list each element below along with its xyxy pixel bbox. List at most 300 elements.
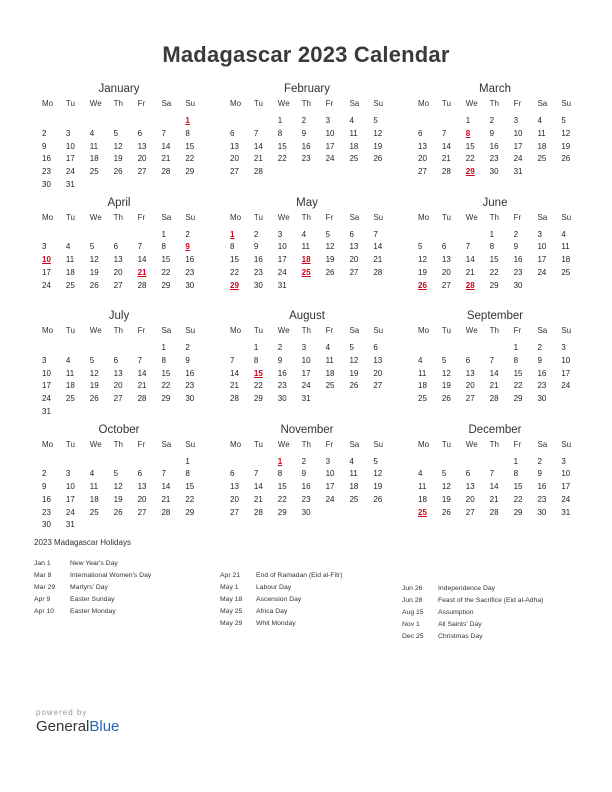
day-cell: 4 [325, 343, 331, 352]
empty-day-cell [270, 166, 294, 179]
empty-day-cell [130, 406, 154, 419]
empty-day-cell [458, 456, 482, 469]
day-cell: 26 [349, 381, 359, 391]
day-cell: 24 [325, 154, 335, 164]
day-cell: 14 [489, 482, 499, 492]
day-cell: 28 [253, 507, 263, 517]
weekday-header: We [277, 439, 290, 449]
holiday-name: Africa Day [256, 608, 288, 615]
day-cell: 2 [301, 116, 307, 125]
day-cell: 9 [301, 469, 307, 479]
week-row [410, 115, 580, 128]
empty-day-cell [153, 115, 177, 128]
empty-day-cell [410, 115, 434, 128]
page-title: Madagascar 2023 Calendar [162, 42, 450, 67]
day-cell: 31 [561, 507, 571, 517]
day-cell: 20 [137, 154, 147, 164]
day-cell: 12 [349, 355, 359, 365]
empty-day-cell [130, 229, 154, 242]
weekday-header: We [277, 212, 290, 222]
day-cell: 7 [465, 242, 471, 252]
day-cell: 10 [42, 368, 51, 378]
day-cell: 9 [277, 355, 283, 365]
weekday-header: We [465, 326, 478, 335]
day-cell: 9 [185, 355, 190, 365]
day-cell: 30 [277, 394, 287, 404]
month-name: April [107, 196, 131, 209]
week-row [410, 141, 580, 154]
weekday-header: We [465, 212, 478, 222]
weekday-header: Fr [137, 99, 146, 108]
day-cell: 16 [537, 482, 547, 492]
day-cell: 10 [301, 355, 311, 365]
day-cell: 30 [185, 280, 195, 290]
day-cell: 3 [513, 116, 519, 125]
weekday-header: We [89, 439, 102, 449]
holiday-item [402, 595, 543, 607]
day-cell: 1 [161, 343, 166, 352]
day-cell: 29 [185, 507, 195, 517]
weekday-header: Tu [441, 326, 451, 335]
day-cell: 12 [441, 482, 451, 492]
month-january [34, 82, 204, 196]
calendar-grid [34, 82, 580, 536]
empty-day-cell [529, 166, 553, 179]
weekday-header: Su [561, 439, 572, 449]
month-name: May [296, 196, 318, 209]
day-cell: 3 [325, 456, 331, 466]
day-cell: 13 [418, 141, 427, 151]
empty-day-cell [153, 179, 177, 192]
day-cell: 30 [185, 394, 195, 404]
weekday-header: Th [489, 439, 500, 449]
day-cell: 14 [373, 242, 383, 252]
day-cell: 24 [537, 267, 547, 277]
weekday-header: Mo [230, 99, 242, 108]
week-row [410, 368, 580, 381]
empty-day-cell [458, 342, 482, 355]
day-cell: 15 [185, 141, 195, 151]
day-cell: 28 [441, 167, 451, 177]
empty-day-cell [82, 179, 106, 192]
holiday-item [220, 570, 343, 582]
day-cell: 4 [349, 456, 354, 466]
day-cell: 5 [325, 229, 331, 239]
day-cell: 25 [65, 394, 75, 404]
day-cell: 8 [185, 469, 190, 479]
day-cell: 22 [277, 154, 287, 164]
day-cell: 11 [349, 469, 358, 479]
holiday-name: Martyrs' Day [70, 584, 108, 591]
day-cell: 4 [65, 355, 71, 365]
day-cell: 22 [161, 381, 171, 391]
day-cell: 8 [230, 242, 235, 252]
day-cell: 1 [161, 229, 166, 239]
day-cell: 24 [277, 267, 287, 277]
day-cell: 2 [42, 128, 47, 138]
day-cell: 3 [561, 456, 566, 466]
day-cell: 22 [185, 154, 195, 164]
day-cell: 14 [253, 482, 263, 492]
empty-day-cell [58, 229, 82, 242]
weekday-header: Su [373, 326, 384, 335]
day-cell: 25 [561, 267, 571, 277]
month-name: January [98, 83, 140, 95]
day-cell: 13 [441, 255, 451, 265]
empty-day-cell [58, 342, 82, 355]
holiday-item [220, 594, 343, 606]
day-cell: 5 [441, 469, 447, 479]
day-cell: 16 [185, 368, 195, 378]
day-cell: 19 [89, 381, 99, 391]
weekday-header-row [410, 97, 580, 111]
day-cell: 22 [185, 494, 195, 504]
week-row [410, 280, 580, 293]
day-cell: 16 [42, 154, 51, 164]
day-cell: 12 [113, 141, 123, 151]
day-cell: 22 [253, 381, 263, 391]
holiday-date: May 18 [220, 596, 243, 603]
empty-day-cell [553, 166, 577, 179]
day-cell: 27 [465, 394, 475, 404]
day-cell: 22 [277, 494, 287, 504]
day-cell: 23 [42, 507, 51, 517]
day-cell: 28 [137, 394, 147, 404]
empty-day-cell [130, 342, 154, 355]
day-cell: 27 [349, 267, 359, 277]
empty-day-cell [177, 519, 201, 532]
month-name: February [283, 83, 331, 95]
week-row [34, 128, 204, 141]
holiday-date: May 25 [220, 608, 243, 615]
day-cell: 16 [185, 255, 195, 265]
day-cell: 20 [441, 267, 451, 277]
day-cell: 29 [513, 394, 523, 404]
weekday-header: Fr [513, 99, 522, 108]
month-name: July [108, 310, 130, 322]
holiday-item [34, 594, 151, 606]
day-cell: 25 [89, 167, 99, 177]
day-cell: 5 [113, 128, 119, 138]
day-cell: 20 [418, 154, 427, 164]
holiday-item [220, 582, 343, 594]
week-row [34, 280, 204, 293]
holiday-date: May 29 [220, 620, 243, 627]
day-cell: 23 [42, 167, 51, 177]
day-cell: 31 [42, 406, 51, 416]
empty-day-cell [82, 519, 106, 532]
day-cell: 19 [373, 141, 383, 151]
empty-day-cell [318, 507, 342, 520]
weekday-header: Fr [137, 326, 146, 335]
day-cell: 25 [537, 154, 547, 164]
day-cell: 20 [465, 381, 475, 391]
week-row [410, 481, 580, 494]
holiday-item [402, 619, 543, 631]
holiday-item [220, 618, 343, 630]
day-cell: 31 [301, 394, 311, 404]
empty-day-cell [434, 456, 458, 469]
day-cell: 5 [373, 116, 378, 125]
weekday-header: Sa [537, 212, 548, 222]
weekday-header: Mo [42, 326, 54, 335]
day-cell: 11 [418, 368, 427, 378]
holiday-item [34, 582, 151, 594]
holiday-name: Labour Day [256, 584, 292, 591]
day-cell: 16 [513, 255, 523, 265]
day-cell: 2 [537, 343, 542, 352]
day-cell: 18 [325, 368, 335, 378]
weekday-header: Mo [418, 439, 430, 449]
week-row [222, 115, 392, 128]
weekday-header: Th [113, 99, 124, 108]
week-row [222, 468, 392, 481]
month-name: November [280, 423, 334, 436]
day-cell: 23 [253, 267, 263, 277]
holiday-day-cell: 29 [465, 167, 475, 177]
day-cell: 28 [137, 280, 147, 290]
holiday-column [220, 570, 343, 630]
day-cell: 5 [89, 355, 95, 365]
empty-day-cell [341, 166, 365, 179]
weekday-header: Tu [441, 439, 451, 449]
weekday-header: We [89, 99, 102, 108]
day-cell: 11 [325, 355, 334, 365]
day-cell: 19 [373, 482, 383, 492]
day-cell: 13 [230, 141, 239, 151]
day-cell: 3 [277, 229, 283, 239]
day-cell: 8 [513, 469, 519, 479]
brand-name [36, 718, 119, 735]
week-row [410, 456, 580, 469]
day-cell: 21 [373, 255, 383, 265]
weekday-header: We [277, 326, 290, 335]
day-cell: 14 [137, 368, 147, 378]
day-cell: 7 [161, 128, 166, 138]
week-row [222, 254, 392, 267]
weekday-header: We [89, 326, 102, 335]
weekday-header: Sa [537, 99, 548, 108]
week-row [410, 241, 580, 254]
day-cell: 26 [373, 494, 383, 504]
weekday-header: Th [113, 326, 124, 335]
week-row [410, 393, 580, 406]
empty-day-cell [106, 456, 130, 469]
day-cell: 3 [325, 116, 331, 125]
day-cell: 31 [65, 520, 75, 530]
week-row [34, 179, 204, 192]
day-cell: 10 [277, 242, 287, 252]
day-cell: 15 [185, 482, 195, 492]
holiday-column [402, 583, 543, 643]
day-cell: 27 [441, 280, 451, 290]
day-cell: 12 [113, 482, 123, 492]
day-cell: 8 [161, 355, 166, 365]
day-cell: 20 [137, 494, 147, 504]
weekday-header-row [222, 211, 392, 225]
weekday-header: Mo [230, 326, 242, 335]
holiday-day-cell: 1 [185, 116, 190, 125]
day-cell: 11 [89, 482, 99, 492]
empty-day-cell [106, 342, 130, 355]
day-cell: 11 [418, 482, 427, 492]
day-cell: 2 [253, 229, 259, 239]
day-cell: 17 [537, 255, 547, 265]
day-cell: 1 [253, 343, 259, 352]
empty-day-cell [365, 507, 389, 520]
day-cell: 19 [89, 267, 99, 277]
day-cell: 10 [561, 469, 571, 479]
empty-day-cell [130, 456, 154, 469]
weekday-header: Sa [537, 326, 548, 335]
day-cell: 2 [513, 229, 519, 239]
day-cell: 8 [277, 469, 283, 479]
empty-day-cell [482, 456, 506, 469]
weekday-header: Sa [537, 439, 548, 449]
weekday-header: We [277, 99, 290, 108]
day-cell: 14 [137, 255, 147, 265]
week-row [222, 380, 392, 393]
empty-day-cell [434, 115, 458, 128]
empty-day-cell [341, 507, 365, 520]
day-cell: 23 [513, 267, 523, 277]
day-cell: 23 [277, 381, 287, 391]
weekday-header: Fr [325, 212, 334, 222]
holiday-name: Christmas Day [438, 633, 483, 640]
day-cell: 16 [537, 368, 547, 378]
day-cell: 14 [441, 141, 451, 151]
week-row [410, 494, 580, 507]
weekday-header: Tu [253, 212, 263, 222]
week-row [34, 166, 204, 179]
day-cell: 20 [230, 154, 239, 164]
weekday-header: Su [373, 212, 384, 222]
day-cell: 14 [161, 482, 171, 492]
day-cell: 19 [561, 141, 571, 151]
holiday-date: Mar 8 [34, 572, 52, 579]
empty-day-cell [58, 456, 82, 469]
holiday-item [34, 606, 151, 618]
empty-day-cell [106, 519, 130, 532]
day-cell: 15 [513, 482, 523, 492]
month-april [34, 196, 204, 310]
weekday-header: Tu [65, 439, 75, 449]
day-cell: 21 [161, 494, 171, 504]
day-cell: 30 [301, 507, 311, 517]
month-august [222, 309, 392, 423]
weekday-header: Fr [325, 439, 334, 449]
day-cell: 1 [465, 116, 471, 125]
day-cell: 27 [373, 381, 383, 391]
day-cell: 7 [161, 469, 166, 479]
day-cell: 23 [537, 494, 547, 504]
weekday-header: Mo [418, 326, 430, 335]
empty-day-cell [341, 280, 365, 293]
empty-day-cell [106, 115, 130, 128]
week-row [222, 229, 392, 242]
week-row [410, 229, 580, 242]
day-cell: 7 [230, 355, 235, 365]
weekday-header: Mo [418, 99, 430, 108]
day-cell: 6 [113, 355, 119, 365]
month-october [34, 423, 204, 537]
holiday-name: Easter Sunday [70, 596, 115, 603]
day-cell: 16 [277, 368, 287, 378]
weekday-header: Th [489, 212, 500, 222]
day-cell: 17 [301, 368, 311, 378]
empty-day-cell [365, 393, 389, 406]
day-cell: 6 [113, 242, 119, 252]
day-cell: 1 [185, 456, 190, 466]
holiday-date: Mar 29 [34, 584, 56, 591]
day-cell: 28 [161, 167, 171, 177]
day-cell: 25 [418, 394, 427, 404]
day-cell: 18 [89, 154, 99, 164]
day-cell: 27 [230, 507, 239, 517]
day-cell: 28 [253, 167, 263, 177]
day-cell: 25 [65, 280, 75, 290]
day-cell: 3 [65, 128, 71, 138]
day-cell: 19 [113, 494, 123, 504]
day-cell: 14 [489, 368, 499, 378]
holiday-name: Independence Day [438, 585, 496, 592]
day-cell: 8 [513, 355, 519, 365]
day-cell: 12 [89, 255, 99, 265]
empty-day-cell [434, 342, 458, 355]
day-cell: 8 [277, 128, 283, 138]
empty-day-cell [177, 179, 201, 192]
day-cell: 9 [489, 128, 495, 138]
day-cell: 20 [113, 267, 123, 277]
weekday-header: Sa [161, 212, 172, 222]
holiday-item [220, 606, 343, 618]
day-cell: 22 [513, 381, 523, 391]
weekday-header-row [222, 324, 392, 338]
day-cell: 9 [42, 141, 47, 151]
day-cell: 18 [561, 255, 571, 265]
weekday-header: Sa [349, 439, 360, 449]
day-cell: 12 [561, 128, 571, 138]
weekday-header: Th [113, 212, 124, 222]
day-cell: 26 [441, 394, 451, 404]
day-cell: 27 [113, 394, 123, 404]
week-row [34, 368, 204, 381]
day-cell: 16 [301, 141, 311, 151]
weekday-header: Sa [161, 99, 172, 108]
weekday-header: Fr [137, 439, 146, 449]
week-row [222, 153, 392, 166]
day-cell: 7 [489, 355, 495, 365]
day-cell: 27 [230, 167, 239, 177]
month-september [410, 309, 580, 423]
day-cell: 26 [441, 507, 451, 517]
week-row [410, 380, 580, 393]
week-row [34, 342, 204, 355]
day-cell: 25 [349, 154, 359, 164]
brand-name-blue: Blue [89, 718, 120, 735]
day-cell: 6 [230, 128, 235, 138]
day-cell: 14 [465, 255, 475, 265]
day-cell: 18 [89, 494, 99, 504]
week-row [222, 494, 392, 507]
weekday-header: Fr [137, 212, 146, 222]
holidays-title: 2023 Madagascar Holidays [34, 538, 131, 547]
week-row [410, 355, 580, 368]
day-cell: 12 [441, 368, 451, 378]
day-cell: 20 [230, 494, 239, 504]
week-row [410, 128, 580, 141]
day-cell: 13 [230, 482, 239, 492]
